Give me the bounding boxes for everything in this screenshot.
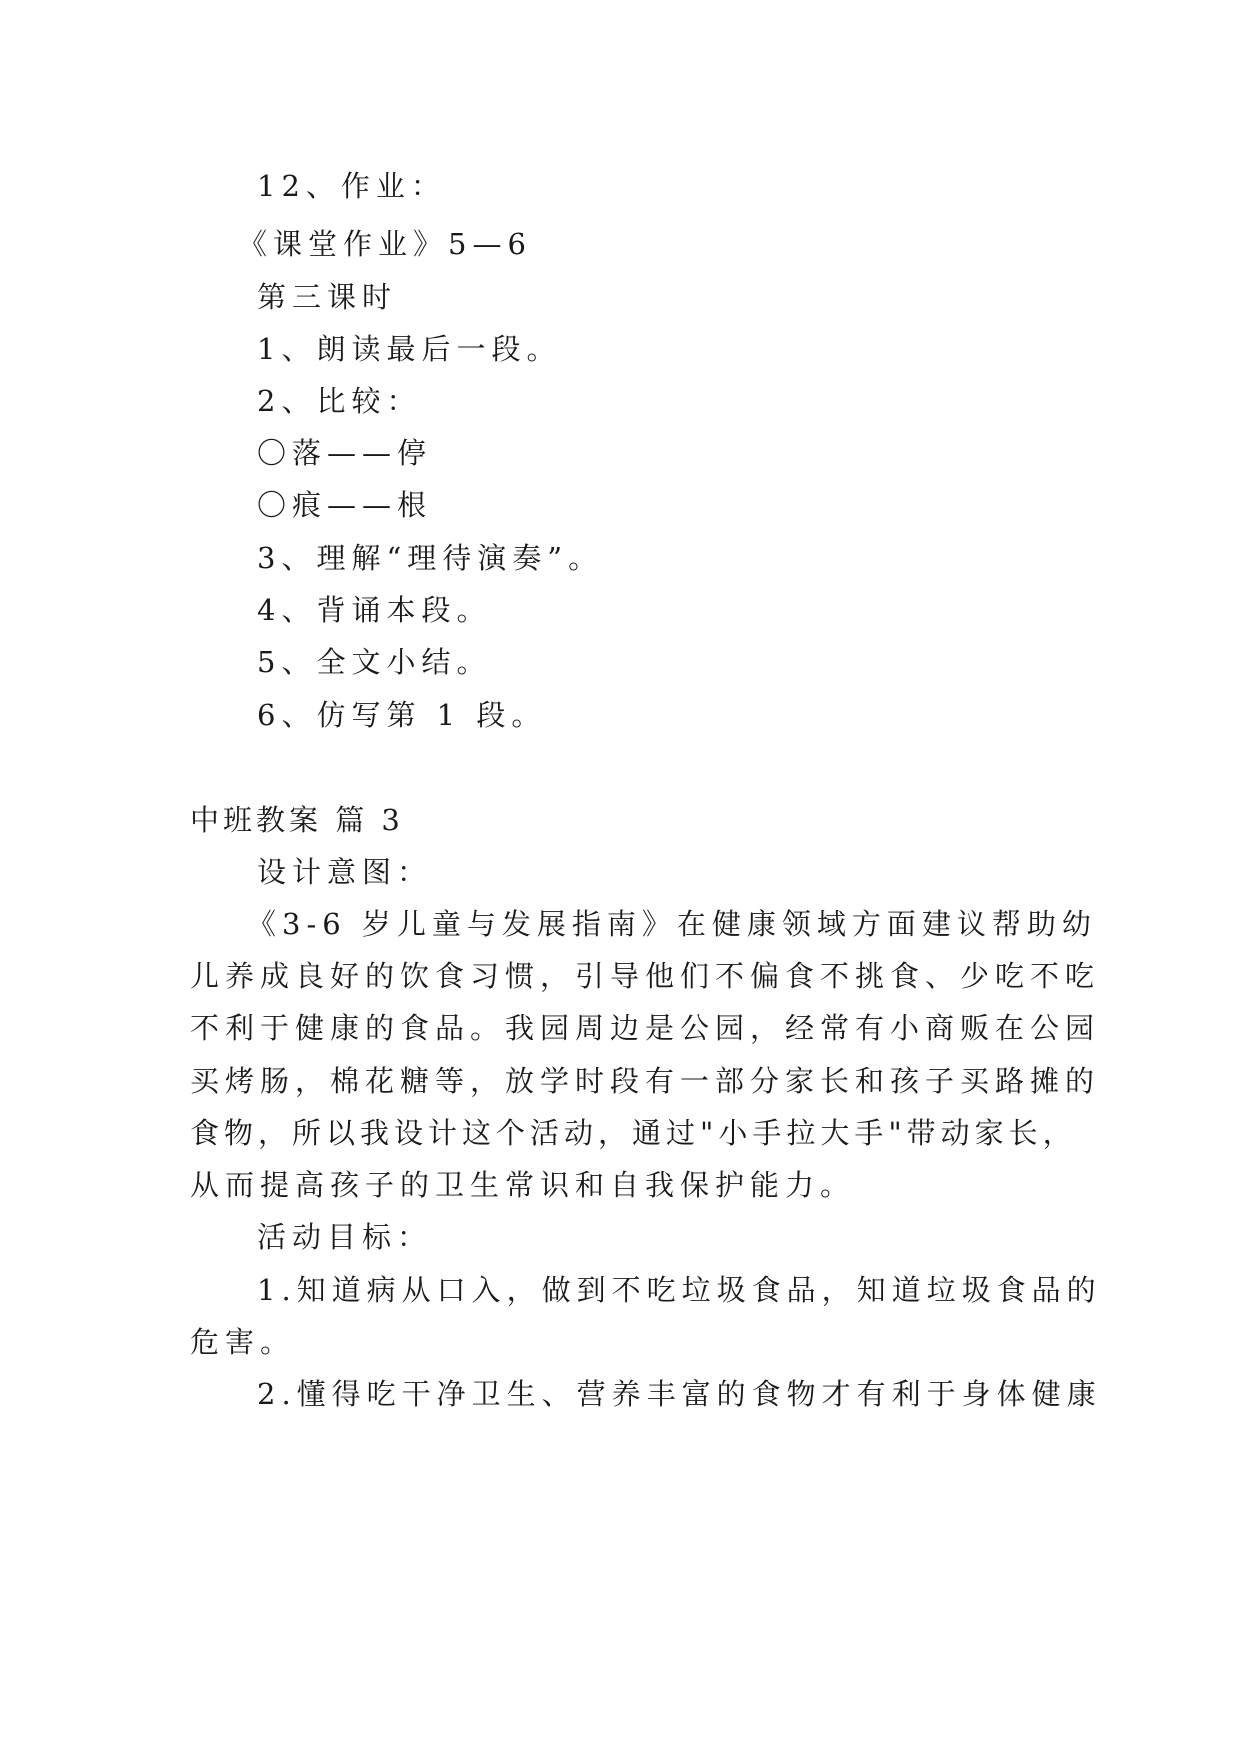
goal-1-line: 危害。 (190, 1325, 296, 1359)
design-intent-line: 食物，所以我设计这个活动，通过"小手拉大手"带动家长， (190, 1116, 1077, 1150)
design-intent-line: 从而提高孩子的卫生常识和自我保护能力。 (190, 1168, 856, 1202)
lesson-step-3: 3、理解“理待演奏”。 (257, 541, 604, 575)
lesson-step-5: 5、全文小结。 (257, 645, 492, 679)
design-intent-line: 买烤肠，棉花糖等，放学时段有一部分家长和孩子买路摊的 (190, 1064, 1101, 1098)
lesson-step-2: 2、比较： (257, 384, 422, 418)
goal-2-line: 2.懂得吃干净卫生、营养丰富的食物才有利于身体健康 (257, 1377, 1102, 1411)
comparison-item-2: 〇痕——根 (257, 488, 433, 522)
lesson-step-1: 1、朗读最后一段。 (257, 332, 562, 366)
lesson-step-6: 6、仿写第 1 段。 (257, 698, 547, 732)
activity-goals-label: 活动目标： (257, 1220, 433, 1254)
design-intent-line: 不利于健康的食品。我园周边是公园，经常有小商贩在公园 (190, 1011, 1101, 1045)
section-heading: 中班教案 篇 3 (190, 803, 404, 837)
lesson-item-12: 12、作业： (257, 169, 446, 203)
design-intent-line: 《3-6 岁儿童与发展指南》在健康领域方面建议帮助幼 (247, 907, 1097, 941)
design-intent-line: 儿养成良好的饮食习惯，引导他们不偏食不挑食、少吃不吃 (190, 959, 1101, 993)
lesson-step-4: 4、背诵本段。 (257, 593, 492, 627)
design-intent-label: 设计意图： (257, 855, 433, 889)
comparison-item-1: 〇落——停 (257, 436, 433, 470)
third-lesson-title: 第三课时 (257, 280, 398, 314)
goal-1-line: 1.知道病从口入，做到不吃垃圾食品，知道垃圾食品的 (257, 1273, 1102, 1307)
homework-reference: 《课堂作业》5—6 (238, 227, 532, 261)
